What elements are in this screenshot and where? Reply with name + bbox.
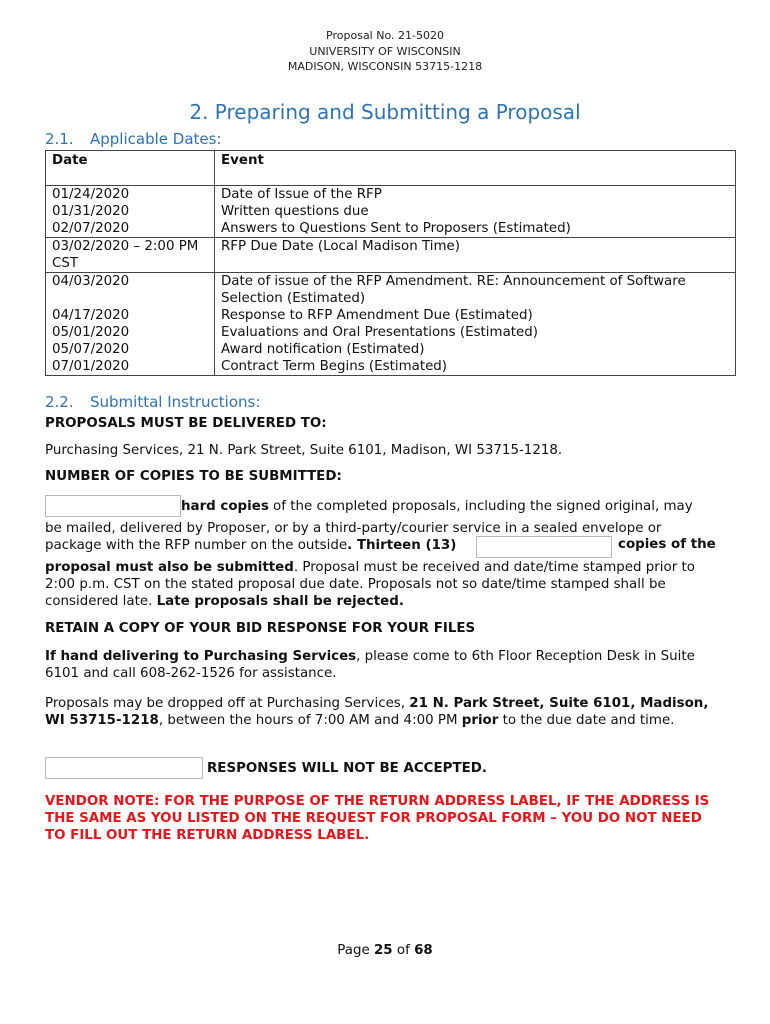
- dropoff-end: to the due date and time.: [498, 713, 675, 728]
- event-cell: Evaluations and Oral Presentations (Estimated): [215, 324, 736, 341]
- deliver-address: Purchasing Services, 21 N. Park Street, Suite 6101, Madison, WI 53715-1218.: [45, 443, 563, 458]
- copies-heading: NUMBER OF COPIES TO BE SUBMITTED:: [45, 469, 342, 484]
- hard-copies-line: [45, 495, 725, 517]
- page-label: Page: [337, 943, 370, 958]
- dropoff-prior: prior: [461, 713, 499, 728]
- dates-heading-number: 2.1.: [45, 130, 74, 148]
- date-cell: 03/02/2020 – 2:00 PM CST: [46, 238, 215, 273]
- submittal-heading-number: 2.2.: [45, 393, 74, 411]
- mail-text: be mailed, delivered by Proposer, or by a third-party/courier service in a sealed envelope or package with the RFP number on the outside: [45, 521, 662, 553]
- dates-table: [45, 150, 736, 376]
- date-cell: 04/03/2020: [46, 273, 215, 308]
- page-footer: [0, 943, 770, 958]
- hand-delivery-bold: If hand delivering to Purchasing Services: [45, 649, 357, 664]
- dropoff-text: [45, 695, 725, 729]
- copies-of-the-label: copies of the: [618, 537, 716, 552]
- table-row: [46, 273, 736, 308]
- submittal-heading-title: Submittal Instructions:: [90, 393, 261, 411]
- date-cell: 05/01/2020: [46, 324, 215, 341]
- dropoff-mid: , between the hours of 7:00 AM and 4:00 PM: [158, 713, 462, 728]
- date-cell: 07/01/2020: [46, 358, 215, 376]
- dates-heading-title: Applicable Dates:: [90, 130, 222, 148]
- event-cell: Date of issue of the RFP Amendment. RE: Announcement of Software Selection (Estimated): [215, 273, 736, 308]
- hard-copies-count-field[interactable]: [45, 495, 181, 517]
- date-cell: 05/07/2020: [46, 341, 215, 358]
- event-cell: Answers to Questions Sent to Proposers (Estimated): [215, 220, 736, 238]
- current-page-number: 25: [373, 943, 393, 958]
- proposal-number: Proposal No. 21-5020: [326, 29, 444, 42]
- event-cell: Date of Issue of the RFP: [215, 186, 736, 204]
- page-header: [0, 28, 770, 75]
- not-accepted-line: [45, 757, 725, 779]
- event-cell: Award notification (Estimated): [215, 341, 736, 358]
- university-address: MADISON, WISCONSIN 53715-1218: [287, 60, 483, 73]
- table-row: [46, 203, 736, 220]
- date-column-header: Date: [46, 151, 215, 186]
- table-row: [46, 324, 736, 341]
- retain-copy-notice: RETAIN A COPY OF YOUR BID RESPONSE FOR YOUR FILES: [45, 621, 476, 636]
- dates-heading: [45, 130, 221, 148]
- hand-delivery-rest: , please come to 6th Floor Reception Desk in Suite 6101 and call 608-262-1526 for assistance.: [45, 649, 695, 681]
- event-cell: Written questions due: [215, 203, 736, 220]
- table-row: [46, 186, 736, 204]
- event-cell: RFP Due Date (Local Madison Time): [215, 238, 736, 273]
- university-name: UNIVERSITY OF WISCONSIN: [309, 44, 461, 58]
- dates-table-header: [46, 151, 736, 186]
- electronic-copies-field[interactable]: [476, 536, 612, 558]
- deliver-heading: PROPOSALS MUST BE DELIVERED TO:: [45, 416, 327, 431]
- hard-copies-text: of the completed proposals, including the signed original, may: [268, 499, 693, 514]
- event-cell: Response to RFP Amendment Due (Estimated): [215, 307, 736, 324]
- hard-copies-label: hard copies: [181, 499, 269, 514]
- date-cell: 01/31/2020: [46, 203, 215, 220]
- proposal-rest-text: . Proposal must be received and date/time stamped prior to 2:00 p.m. CST on the stated proposal due date. Proposals not so date/time stamped shall be considered late.: [45, 560, 695, 609]
- table-row: [46, 358, 736, 376]
- total-pages: 68: [414, 943, 433, 958]
- proposal-deadline-text: [45, 559, 725, 610]
- section-title: 2. Preparing and Submitting a Proposal: [189, 100, 581, 124]
- event-column-header: Event: [215, 151, 736, 186]
- table-row: [46, 238, 736, 273]
- mail-period: .: [347, 538, 353, 553]
- event-cell: Contract Term Begins (Estimated): [215, 358, 736, 376]
- thirteen-label: Thirteen (13): [352, 538, 457, 553]
- proposal-must-label: proposal must also be submitted: [45, 560, 294, 575]
- of-label: of: [396, 943, 410, 958]
- table-row: [46, 341, 736, 358]
- dropoff-pre: Proposals may be dropped off at Purchasing Services,: [45, 696, 410, 711]
- submittal-heading: [45, 393, 260, 411]
- date-cell: 01/24/2020: [46, 186, 215, 204]
- vendor-note: VENDOR NOTE: FOR THE PURPOSE OF THE RETURN ADDRESS LABEL, IF THE ADDRESS IS THE SAME AS YOU LISTED ON THE REQUEST FOR PROPOSAL FORM – YOU DO NOT NEED TO FILL OUT THE RETURN ADDRESS LABEL.: [45, 794, 710, 843]
- date-cell: 04/17/2020: [46, 307, 215, 324]
- table-row: [46, 307, 736, 324]
- not-accepted-field[interactable]: [45, 757, 203, 779]
- date-cell: 02/07/2020: [46, 220, 215, 238]
- table-row: [46, 220, 736, 238]
- not-accepted-text: RESPONSES WILL NOT BE ACCEPTED.: [207, 761, 487, 776]
- hand-delivery-text: [45, 648, 725, 682]
- late-rejected-text: Late proposals shall be rejected.: [156, 594, 404, 609]
- dropoff-address: 21 N. Park Street, Suite 6101, Madison, WI 53715-1218: [45, 696, 709, 728]
